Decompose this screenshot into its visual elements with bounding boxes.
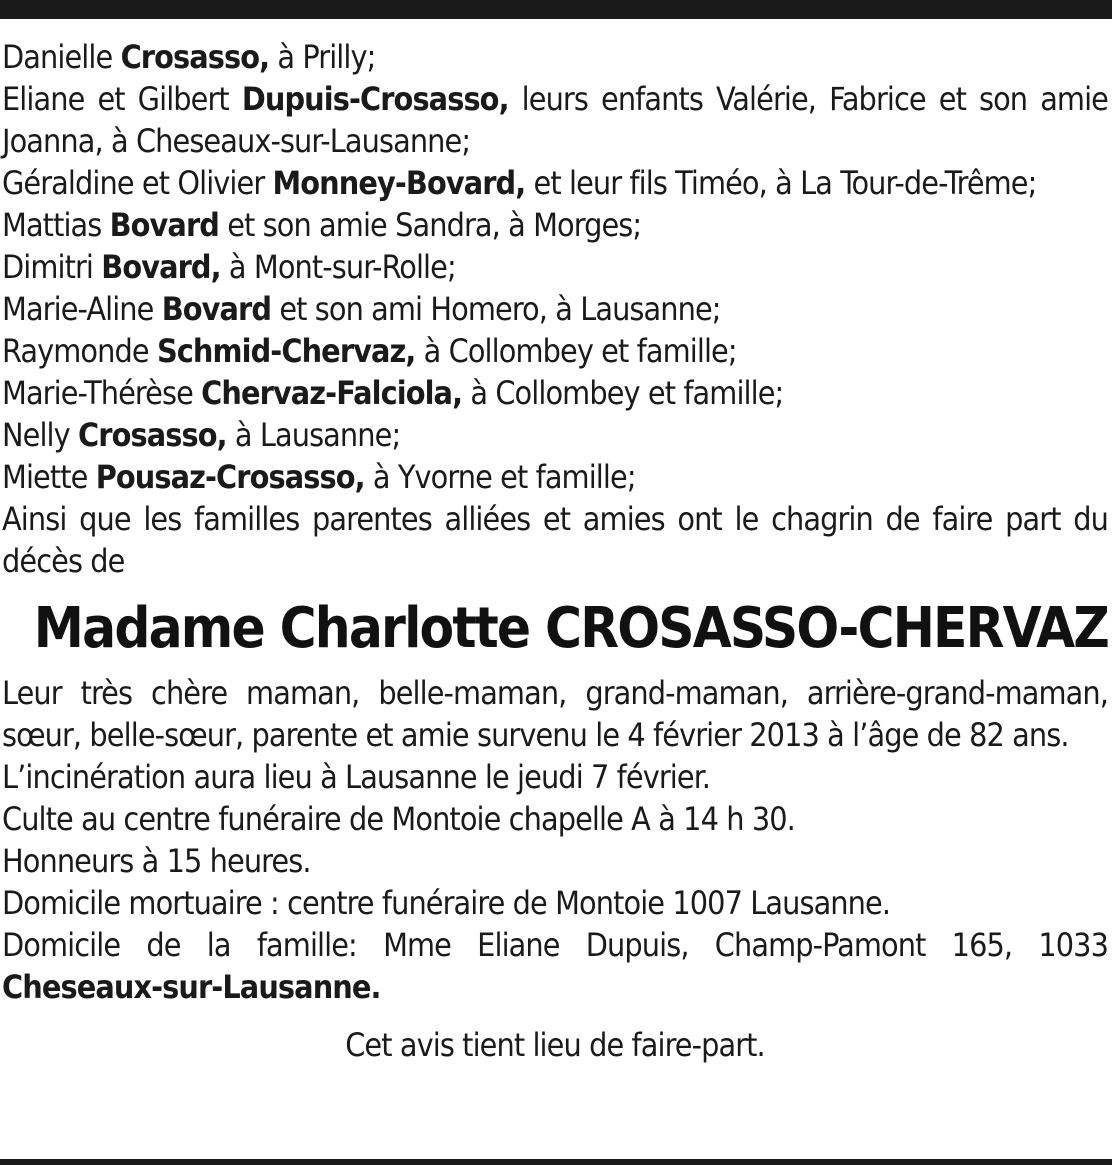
closing-text: Cet avis tient lieu de faire-part. — [345, 1026, 765, 1064]
family-line: Raymonde Schmid-Chervaz, à Collombey et famille; — [2, 332, 737, 370]
family-surname: Crosasso, — [120, 38, 270, 76]
family-address-text: Domicile de la famille: Mme Eliane Dupuis, Champ-Pamont 165, 1033 Cheseaux-sur-Lausanne. — [2, 926, 1108, 1006]
incineration-text: L’incinération aura lieu à Lausanne le jeudi 7 février. — [2, 758, 710, 796]
family-line: Marie-Thérèse Chervaz-Falciola, à Collombey et famille; — [2, 374, 784, 412]
family-surname: Pousaz-Crosasso, — [95, 458, 365, 496]
family-line: Nelly Crosasso, à Lausanne; — [2, 416, 401, 454]
family-surname: Bovard, — [101, 248, 221, 286]
obituary-notice — [2, 36, 1108, 1066]
family-surname: Bovard — [161, 290, 272, 328]
family-surname: Monney-Bovard, — [272, 164, 526, 202]
family-surname: Dupuis-Crosasso, — [241, 80, 509, 118]
family-surname: Crosasso, — [78, 416, 227, 454]
honours-text: Honneurs à 15 heures. — [2, 842, 311, 880]
family-address-city: Cheseaux-sur-Lausanne. — [2, 968, 381, 1006]
intro-text: Ainsi que les familles parentes alliées et amies ont le chagrin de faire part du décès de — [2, 500, 1108, 580]
family-line: Géraldine et Olivier Monney-Bovard, et leur fils Timéo, à La Tour-de-Trême; — [2, 164, 1037, 202]
family-surname: Schmid-Chervaz, — [156, 332, 416, 370]
mortuary-text: Domicile mortuaire : centre funéraire de Montoie 1007 Lausanne. — [2, 884, 891, 922]
top-rule — [0, 0, 1112, 19]
tribute-text: Leur très chère maman, belle-maman, grand-maman, arrière-grand-maman, sœur, belle-sœur, parente et amie survenu le 4 février 2013 à l’âge de 82 ans. — [2, 674, 1108, 754]
family-surname: Bovard — [109, 206, 219, 244]
family-line: Eliane et Gilbert Dupuis-Crosasso, leurs enfants Valérie, Fabrice et son amie Joanna, à Cheseaux-sur-Lausanne; — [2, 80, 1109, 160]
family-line: Marie-Aline Bovard et son ami Homero, à Lausanne; — [2, 290, 721, 328]
family-line: Miette Pousaz-Crosasso, à Yvorne et famille; — [2, 458, 636, 496]
family-line: Danielle Crosasso, à Prilly; — [2, 38, 376, 76]
family-line: Mattias Bovard et son amie Sandra, à Morges; — [2, 206, 642, 244]
deceased-name: Madame Charlotte CROSASSO-CHERVAZ — [33, 596, 1108, 661]
service-text: Culte au centre funéraire de Montoie chapelle A à 14 h 30. — [2, 800, 795, 838]
family-line: Dimitri Bovard, à Mont-sur-Rolle; — [2, 248, 456, 286]
family-surname: Chervaz-Falciola, — [201, 374, 463, 412]
bottom-rule — [0, 1159, 1112, 1165]
